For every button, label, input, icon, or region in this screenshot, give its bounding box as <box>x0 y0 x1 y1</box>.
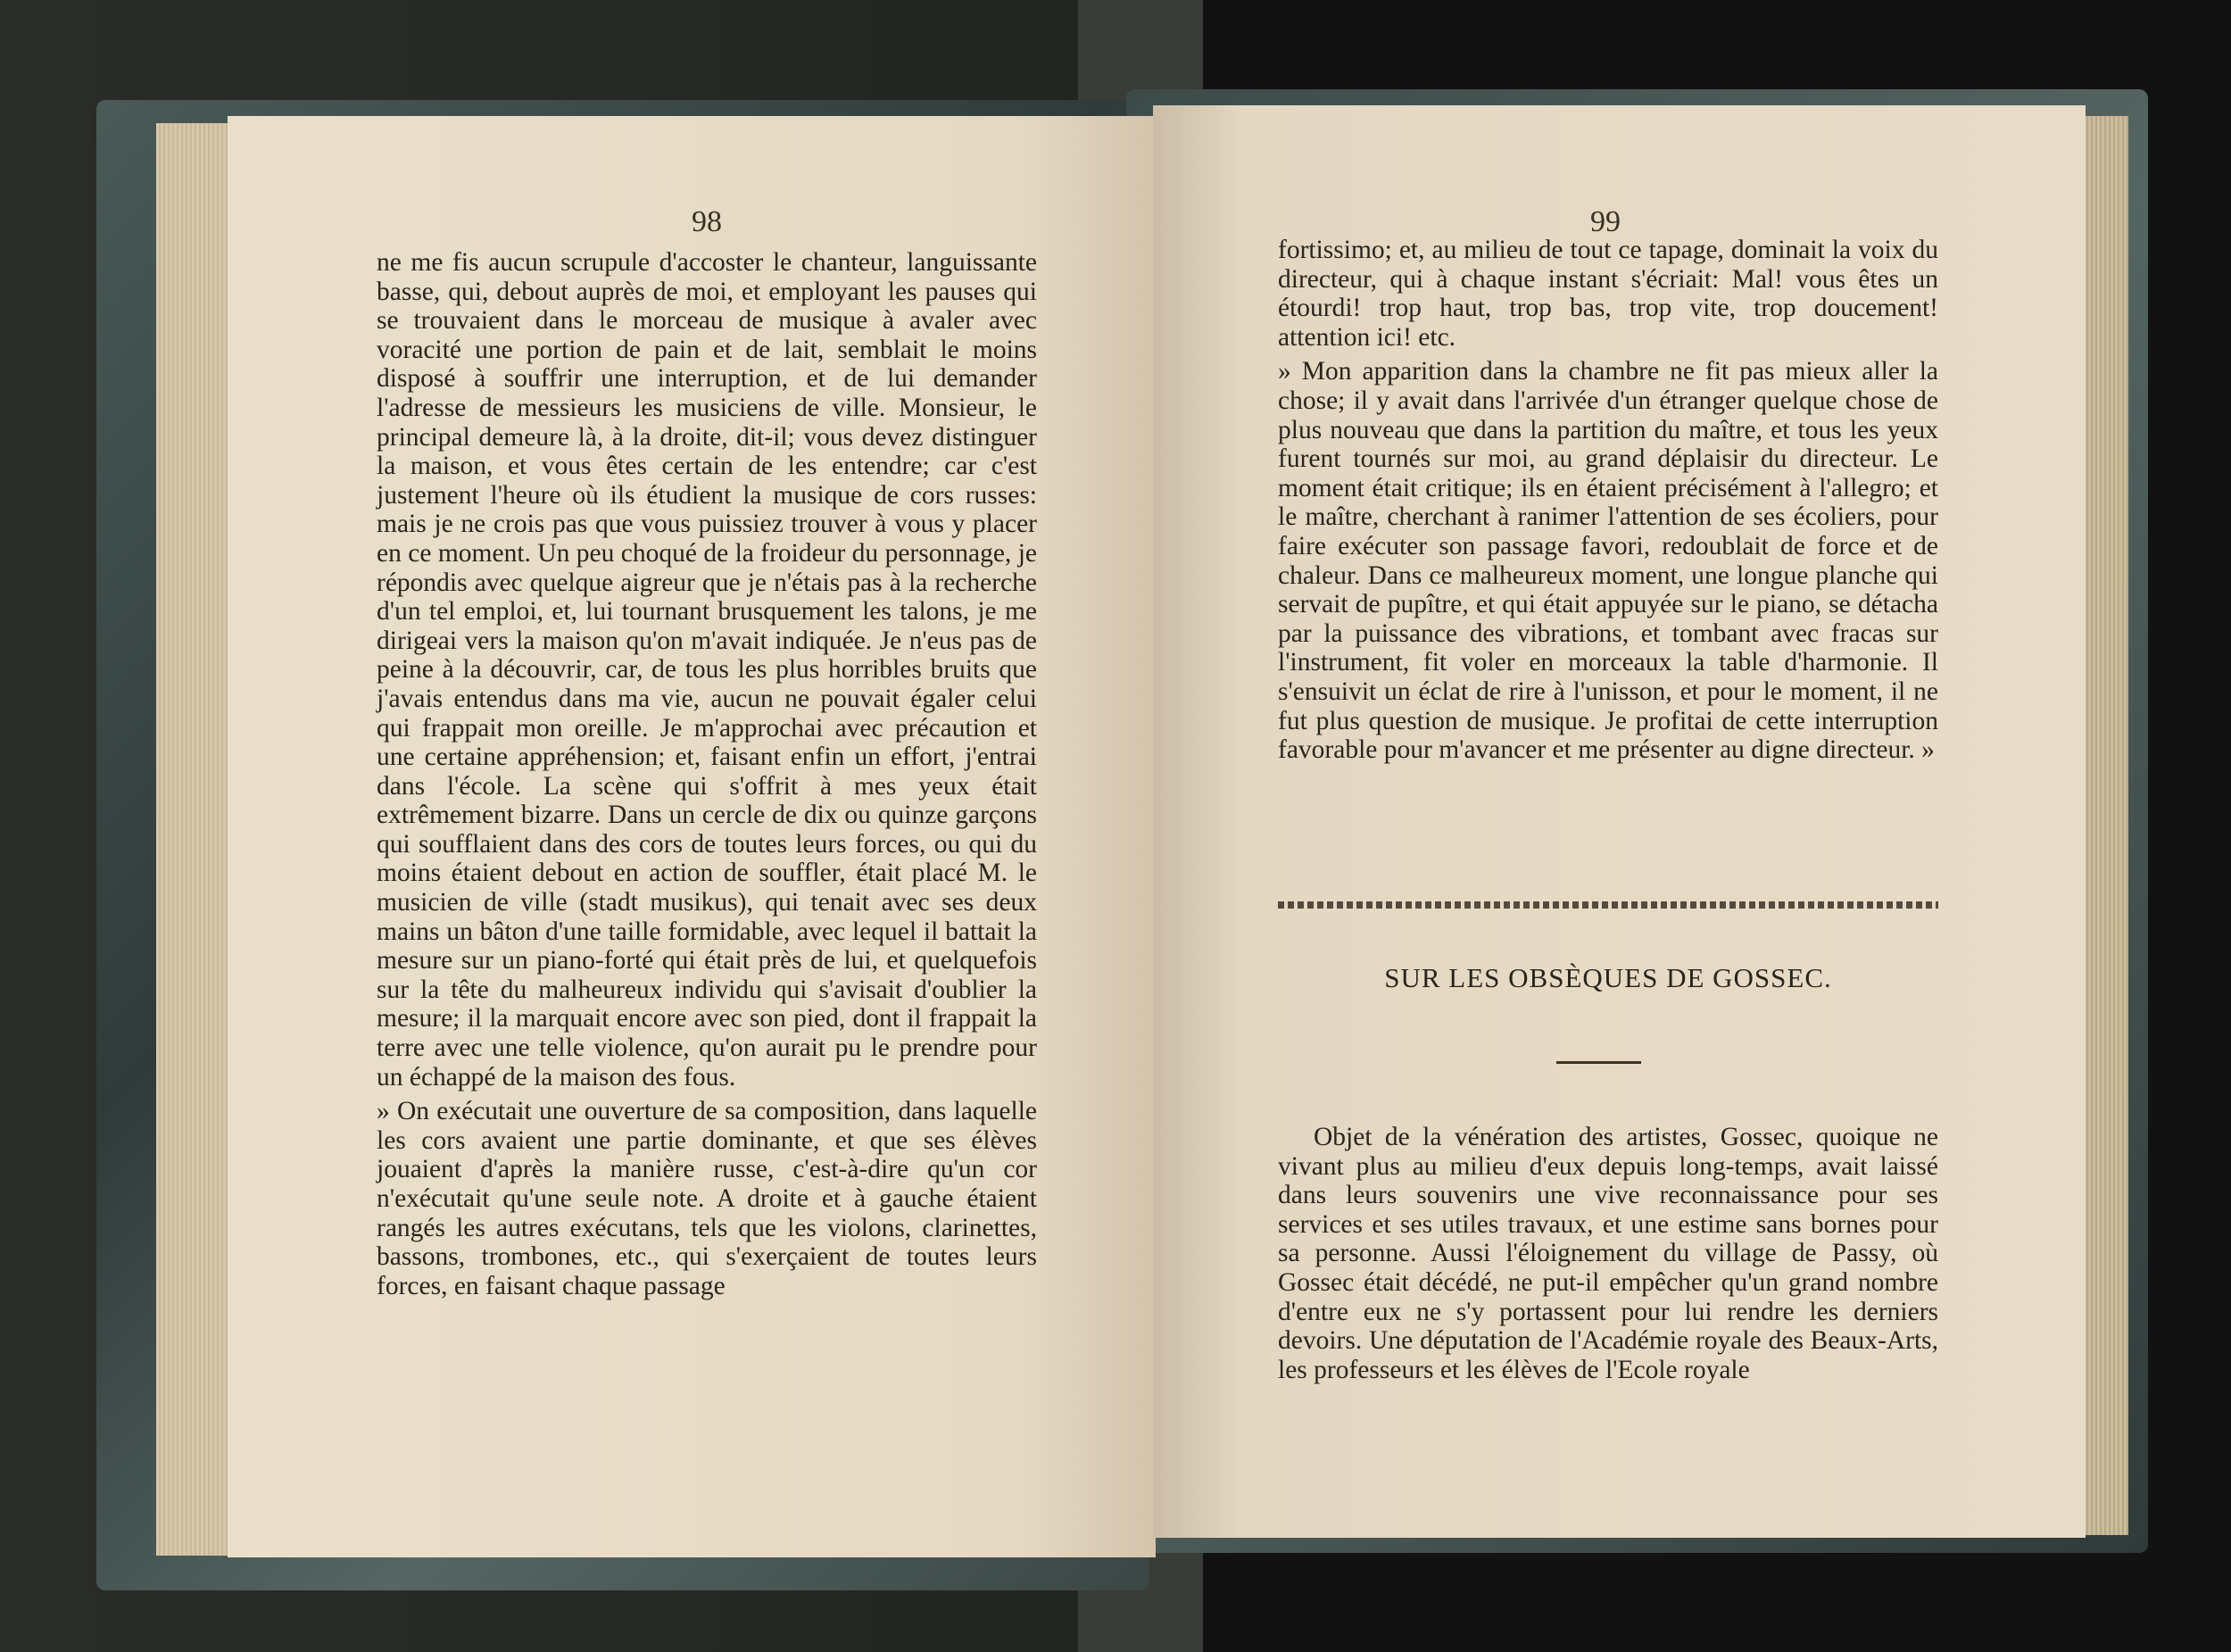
right-page-text <box>1278 236 1938 765</box>
page-number: 98 <box>692 205 722 238</box>
paragraph: » On exécutait une ouverture de sa composition, dans laquelle les cors avaient une partie dominante, et que ses élèves jouaient d'après la manière russe, c'est-à-dire qu'un cor n'exécutait qu'une seule note. A droite et à gauche étaient rangés les autres exécutans, tels que les violons, clarinettes, bassons, trombones, etc., qui s'exerçaient de toutes leurs forces, en faisant chaque passage <box>377 1097 1037 1300</box>
paragraph: fortissimo; et, au milieu de tout ce tapage, dominait la voix du directeur, qui à chaque instant s'écriait: Mal! vous êtes un étourdi! trop haut, trop bas, trop vite, trop doucement! attention ici! etc. <box>1278 236 1938 352</box>
paragraph: Objet de la vénération des artistes, Gossec, quoique ne vivant plus au milieu d'eux depuis long-temps, avait laissé dans leurs souvenirs une vive reconnaissance pour ses services et ses utiles travaux, et une estime sans bornes pour sa personne. Aussi l'éloignement du village de Passy, où Gossec était décédé, ne put-il empêcher qu'un grand nombre d'entre eux ne s'y portassent pour lui rendre les derniers devoirs. Une députation de l'Académie royale des Beaux-Arts, les professeurs et les élèves de l'Ecole royale <box>1278 1123 1938 1384</box>
right-page <box>1153 105 2086 1538</box>
paragraph: ne me fis aucun scrupule d'accoster le chanteur, languissante basse, qui, debout auprès de moi, et employant les pauses qui se trouvaient dans le morceau de musique à avaler avec voracité une portion de pain et de lait, semblait le moins disposé à souffrir une interruption, et de lui demander l'adresse de messieurs les musiciens de ville. Monsieur, le principal demeure là, à la droite, dit-il; vous devez distinguer la maison, et vous êtes certain de les entendre; car c'est justement l'heure où ils étudient la musique de cors russes: mais je ne crois pas que vous puissiez trouver à vous y placer en ce moment. Un peu choqué de la froideur du personnage, je répondis avec quelque aigreur que je n'étais pas à la recherche d'un tel emploi, et, lui tournant brusquement les talons, je me dirigeai vers la maison qu'on m'avait indiquée. Je n'eus pas de peine à la découvrir, car, de tous les plus horribles bruits que j'avais entendus dans ma vie, aucun ne pouvait égaler celui qui frappait mon oreille. Je m'approchai avec précaution et une certaine appréhension; et, faisant enfin un effort, j'entrai dans l'école. La scène qui s'offrit à mes yeux était extrêmement bizarre. Dans un cercle de dix ou quinze garçons qui soufflaient dans des cors de toutes leurs forces, ou qui du moins étaient debout en action de souffler, était placé M. le musicien de ville (stadt musikus), qui tenait avec ses deux mains un bâton d'une taille formidable, avec lequel il battait la mesure sur un piano-forté qui était près de lui, et quelquefois sur la tête du malheureux individu qui s'avisait d'oublier la mesure; il la marquait encore avec son pied, dont il frappait la terre avec une telle violence, qu'on aurait pu le prendre pour un échappé de la maison des fous. <box>377 248 1037 1092</box>
ornamental-divider <box>1278 901 1938 909</box>
left-page <box>228 116 1156 1557</box>
page-edges-left <box>156 123 232 1556</box>
paragraph: » Mon apparition dans la chambre ne fit pas mieux aller la chose; il y avait dans l'arrivée d'un étranger quelque chose de plus nouveau que dans la partition du maître, et tous les yeux furent tournés sur moi, au grand déplaisir du directeur. Le moment était critique; ils en étaient précisément à l'allegro; et le maître, cherchant à ranimer l'attention de ses écoliers, pour faire exécuter son passage favori, redoublait de force et de chaleur. Dans ce malheureux moment, une longue planche qui servait de pupître, et qui était appuyée sur le piano, se détacha par la puissance des vibrations, et tombant avec fracas sur l'instrument, fit voler en morceaux la table d'harmonie. Il s'ensuivit un éclat de rire à l'unisson, et pour le moment, il ne fut plus question de musique. Je profitai de cette interruption favorable pour m'avancer et me présenter au digne directeur. » <box>1278 357 1938 765</box>
page-edges-right <box>2079 116 2128 1535</box>
left-page-text <box>377 248 1037 1300</box>
short-rule <box>1556 1061 1641 1064</box>
page-number: 99 <box>1590 205 1621 238</box>
section-title: SUR LES OBSÈQUES DE GOSSEC. <box>1384 962 1832 993</box>
section-text <box>1278 1123 1938 1384</box>
